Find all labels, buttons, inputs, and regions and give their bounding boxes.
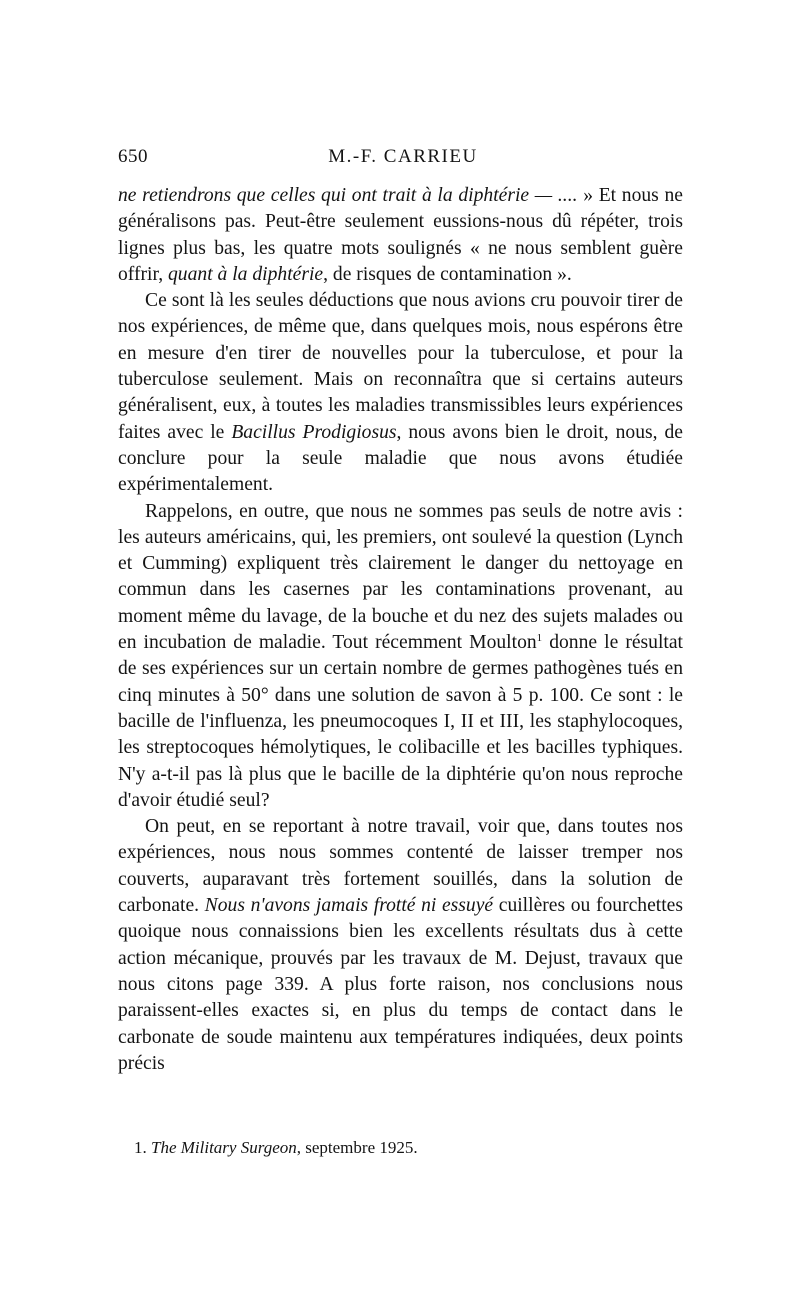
text-segment: cuillères ou fourchettes quoique nous connaissions bien les excellents résultats dus à cette action mécanique, prouvés par les travaux de M. Dejust, travaux que nous citons page 339. A plus forte raison, nos conclusions nous paraissent-elles exactes si, en plus du temps de contact dans le carbonate de soude maintenu aux températures indiquées, deux points précis [118,895,683,1074]
text-segment: » Et nous ne généralisons pas. Peut-être seulement eussions-nous dû répéter, trois lignes plus bas, les quatre mots soulignés « ne nous semblent guère offrir, [118,185,683,285]
footnote-marker: 1. [134,1138,147,1157]
text-segment: ne retiendrons que celles qui ont trait à la diphtérie — .... [118,185,584,206]
text-segment: Bacillus Prodigiosus [231,421,397,443]
footnote [134,1137,694,1159]
paragraph-4 [118,814,683,1077]
body-text [118,183,683,1077]
paragraph-1 [118,183,683,288]
paragraph-3 [118,499,683,815]
page-number: 650 [118,146,148,167]
footnote-text: , septembre 1925. [296,1138,418,1157]
text-segment: On peut, en se reportant à notre travail, voir que, dans toutes nos expériences, nous nous sommes contenté de laisser tremper nos couverts, auparavant très fortement souillés, dans la solution de carbonate. [118,816,683,917]
text-segment: , de risques de contamination ». [323,263,572,285]
text-segment: Nous n'avons jamais frotté ni essuyé [204,895,494,917]
text-segment: donne le résultat de ses expériences sur un certain nombre de germes pathogènes tués en cinq minutes à 50° dans une solution de savon à 5 p. 100. Ce sont : le bacille de l'influenza, les pneumocoques I, II et III, les staphylocoques, les streptocoques hémolytiques, le colibacille et les bacilles typhiques. N'y a-t-il pas là plus que le bacille de la diphtérie qu'on nous reproche d'avoir étudié seul? [118,632,683,811]
text-segment: , nous avons bien le droit, nous, de conclure pour la seule maladie que nous avons étudiée expérimentalement. [118,421,684,496]
footnote-reference: 1 [536,632,543,645]
footnote-title: The Military Surgeon [151,1138,297,1157]
page-header [118,146,688,176]
paragraph-2 [118,288,683,498]
text-segment: Ce sont là les seules déductions que nous avions cru pouvoir tirer de nos expériences, de même que, dans quelques mois, nous espérons être en mesure d'en tirer de nouvelles pour la tuberculose, et pour la tuberculose seulement. Mais on reconnaîtra que si certains auteurs généralisent, eux, à toutes les maladies transmissibles leurs expériences faites avec le [118,290,683,443]
running-head: M.-F. CARRIEU [328,146,478,167]
text-segment: Rappelons, en outre, que nous ne sommes pas seuls de notre avis : les auteurs américains, qui, les premiers, ont soulevé la question (Lynch et Cumming) expliquent très clairement le danger du nettoyage en commun dans les casernes par les contaminations provenant, au moment même du lavage, de la bouche et du nez des sujets malades ou en incubation de maladie. Tout récemment Moulton [118,500,683,654]
text-segment: quant à la diphtérie [168,263,324,285]
